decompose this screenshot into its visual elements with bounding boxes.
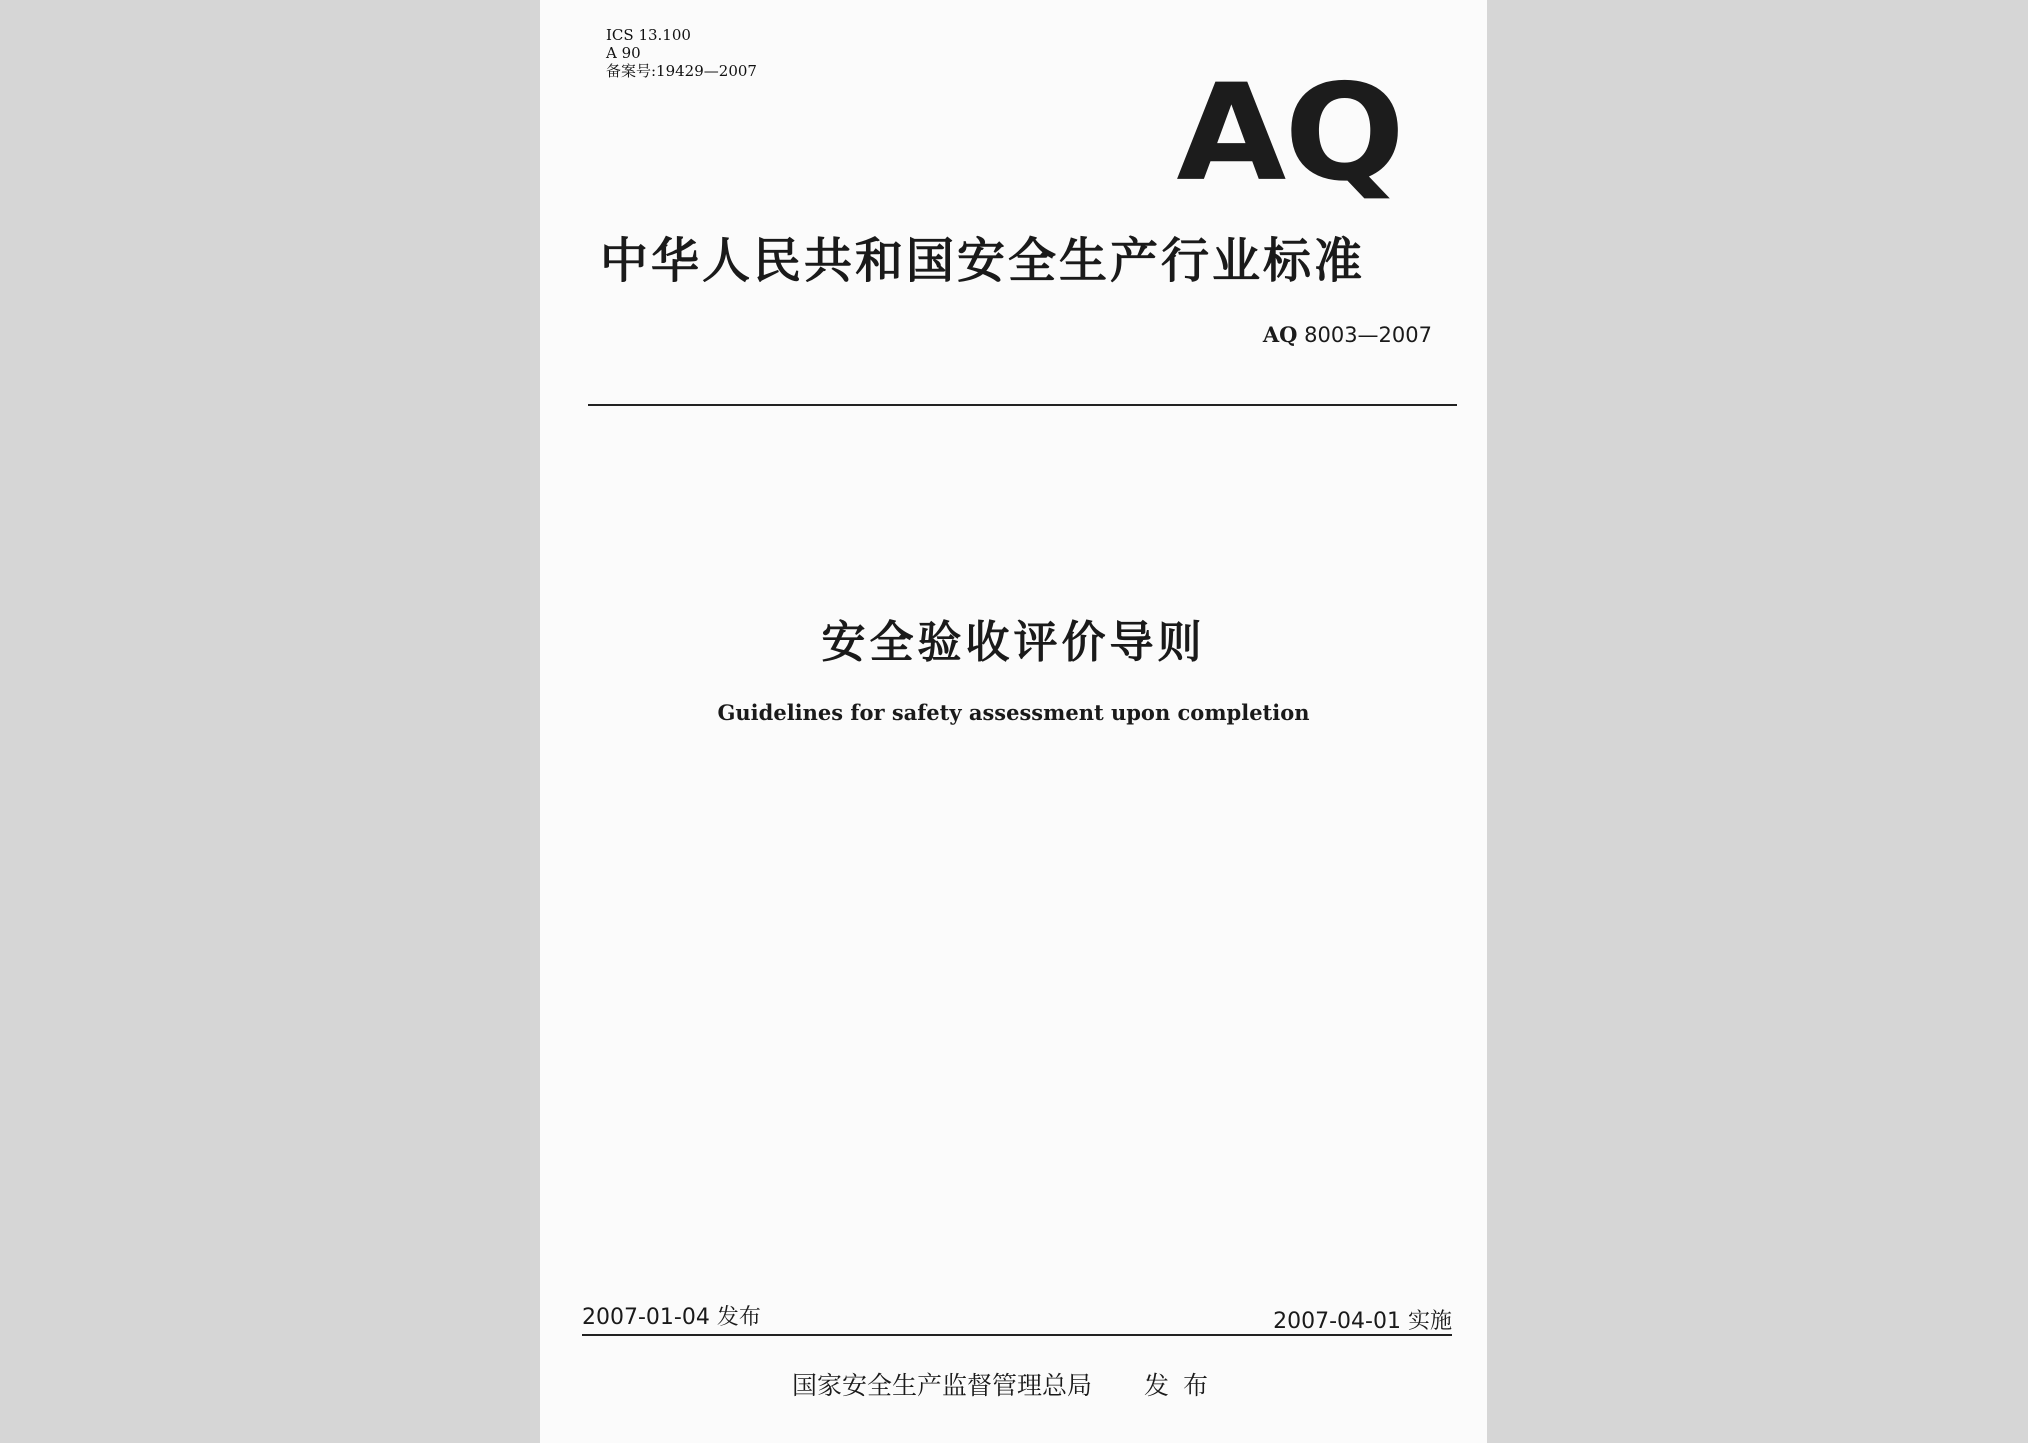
aq-logo: AQ [1176,55,1403,211]
standard-code [1263,322,1432,347]
document-title-english: Guidelines for safety assessment upon completion [717,700,1310,725]
filing-number: 备案号:19429—2007 [606,62,757,80]
standard-category-title: 中华人民共和国安全生产行业标准 [600,233,1366,289]
bottom-divider [582,1334,1452,1336]
standard-code-number: 8003—2007 [1304,323,1432,347]
top-divider [588,404,1457,406]
issuer-name: 国家安全生产监督管理总局 [792,1371,1093,1400]
implementation-date-label: 实施 [1407,1309,1452,1334]
implementation-date [1273,1304,1452,1335]
issue-date-value: 2007-01-04 [582,1305,710,1330]
ics-code: ICS 13.100 [606,26,691,44]
document-page [540,0,1487,1443]
standard-code-prefix: AQ [1262,322,1298,347]
issue-date-label: 发布 [716,1305,761,1330]
issuer-label: 发布 [1143,1371,1222,1400]
issue-date [582,1300,761,1331]
implementation-date-value: 2007-04-01 [1273,1309,1401,1334]
issuing-authority [792,1366,1222,1402]
class-code: A 90 [606,44,641,62]
document-title-chinese: 安全验收评价导则 [821,617,1206,668]
classification-block [606,26,757,80]
